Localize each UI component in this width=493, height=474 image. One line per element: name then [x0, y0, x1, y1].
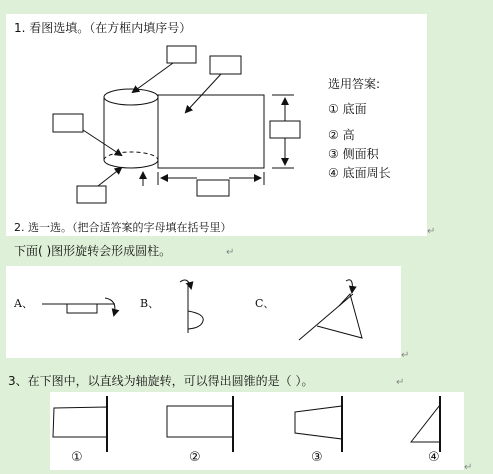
q1-title: 1. 看图选填。（在方框内填序号） [14, 21, 192, 35]
paragraph-mark: ↵ [401, 350, 410, 361]
shape-label-3: ③ [311, 450, 323, 465]
answer-box-5[interactable] [270, 121, 300, 138]
shape-label-2: ② [189, 450, 201, 465]
answer-option-4: ④ 底面周长 [328, 166, 391, 180]
unrolled-rectangle [158, 95, 264, 168]
shape-4 [411, 396, 440, 452]
answer-options-title: 选用答案: [328, 77, 381, 91]
paragraph-mark: ↵ [396, 377, 405, 388]
answer-box-6[interactable] [197, 180, 229, 196]
shape-label-4: ④ [428, 450, 440, 465]
cylinder-figure [104, 89, 158, 168]
shape-3 [295, 396, 342, 452]
choice-b-label: B、 [140, 297, 160, 310]
answer-option-1: ① 底面 [328, 102, 367, 116]
q2-title: 2. 选一选。（把合适答案的字母填在括号里） [14, 221, 232, 234]
choice-a-shape [42, 298, 115, 315]
answer-option-2: ② 高 [328, 128, 355, 142]
q3-question: 3、在下图中，以直线为轴旋转，可以得出圆锥的是（ ）。 [8, 374, 314, 388]
choice-c-shape [299, 280, 362, 340]
choice-a-label: A、 [14, 297, 33, 310]
answer-option-3: ③ 侧面积 [328, 147, 379, 161]
paragraph-mark: ↵ [226, 247, 235, 258]
choice-c-label: C、 [255, 297, 275, 310]
shape-1 [53, 396, 107, 452]
answer-box-2[interactable] [210, 56, 241, 74]
shape-2 [167, 396, 233, 452]
q2-question: 下面( )图形旋转会形成圆柱。 [14, 244, 172, 258]
paragraph-mark: ↵ [427, 226, 436, 237]
answer-box-3[interactable] [53, 114, 83, 132]
choice-b-shape [180, 280, 203, 333]
answer-box-4[interactable] [77, 186, 106, 203]
answer-box-1[interactable] [167, 46, 196, 63]
shape-label-1: ① [71, 450, 83, 465]
paragraph-mark: ↵ [464, 462, 473, 473]
